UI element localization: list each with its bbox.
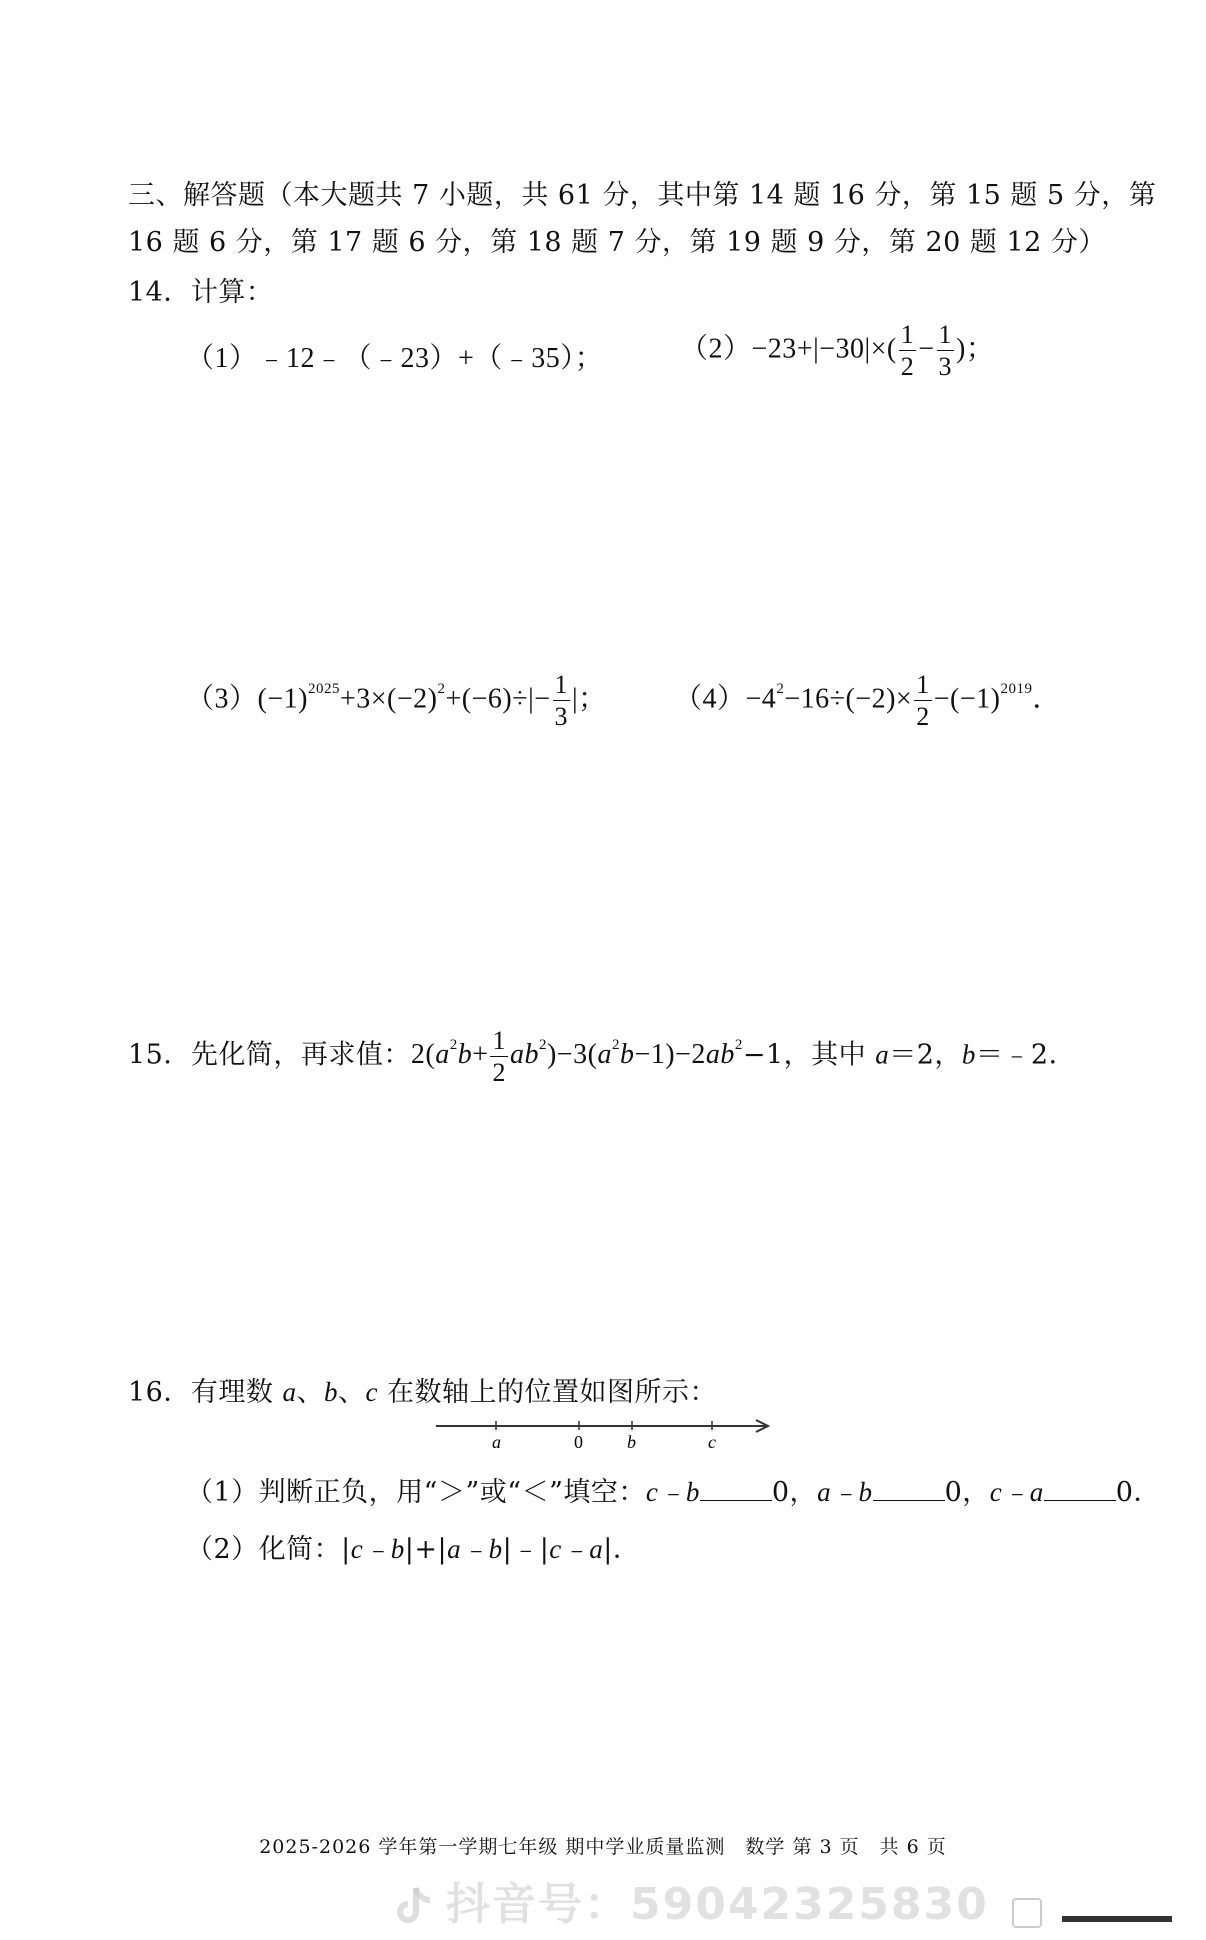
douyin-logo-icon bbox=[390, 1884, 436, 1930]
fraction-half: $\frac{1}{2}$ bbox=[492, 1026, 506, 1087]
section-header-line2: 16 题 6 分，第 17 题 6 分，第 18 题 7 分，第 19 题 9 分，第 20 题 12 分） bbox=[128, 227, 1106, 258]
menu-bar-icon[interactable] bbox=[1062, 1916, 1172, 1922]
q14-part4: $(4)-4^2-16\div(-2)\times$ $\frac{1}{2}$ $-(-1)^{2019}$． bbox=[674, 670, 1061, 731]
q14-part2: （2）−23+|−30|×( $\frac{1}{2}$ − $\frac{1}{3}$ )； bbox=[680, 320, 995, 381]
expand-icon[interactable] bbox=[1012, 1898, 1042, 1928]
q14-p2-label: （2） bbox=[680, 333, 752, 365]
fraction-third: $\frac{1}{3}$ bbox=[554, 670, 568, 731]
q14-p4-label: （4） bbox=[674, 683, 746, 715]
page-footer: 2025-2026 学年第一学期七年级 期中学业质量监测 数学 第 3 页 共 6 页 bbox=[259, 1836, 947, 1858]
q14-title: 14．计算： bbox=[128, 277, 274, 308]
label-a: a bbox=[492, 1432, 501, 1452]
expr-c-minus-b: c﹣b bbox=[645, 1477, 700, 1507]
q14-p3-label: （3） bbox=[186, 683, 258, 715]
q14-p1-label: （1） bbox=[186, 343, 258, 374]
q15: 15．先化简，再求值：$2(a^2b+$ $\frac{1}{2}$ $ab^2)-3(a^2b-1)-2ab^2-1$，其中 a＝2，b＝﹣2． bbox=[128, 1026, 1077, 1087]
q16-title: 16．有理数 a、b、c 在数轴上的位置如图所示： bbox=[128, 1377, 718, 1408]
q16-part2: （2）化简：|c﹣b|+|a﹣b|﹣|c﹣a|． bbox=[186, 1534, 641, 1565]
section-header-line1: 三、解答题（本大题共 7 小题，共 61 分，其中第 14 题 16 分，第 15 题 5 分，第 bbox=[128, 180, 1157, 211]
q14-part1 bbox=[186, 336, 603, 376]
q15-title: 15．先化简，再求值： bbox=[128, 1039, 411, 1071]
label-b: b bbox=[627, 1432, 636, 1452]
blank-2[interactable] bbox=[873, 1478, 945, 1501]
fraction-third: $\frac{1}{3}$ bbox=[938, 320, 953, 381]
q16-part1: （1）判断正负，用“＞”或“＜”填空：c﹣b 0，a﹣b 0，c﹣a 0． bbox=[186, 1477, 1161, 1508]
blank-3[interactable] bbox=[1044, 1478, 1116, 1501]
q14-part3: $(3)(-1)^{2025}+3\times(-2)^2+(-6)\div|-$ $\frac{1}{3}$ |； bbox=[186, 670, 607, 731]
blank-1[interactable] bbox=[700, 1478, 772, 1501]
label-0: 0 bbox=[574, 1432, 583, 1452]
q14-p1-expr: ﹣12﹣（﹣23）+（﹣35）； bbox=[257, 343, 604, 374]
expr-a-minus-b: a﹣b bbox=[817, 1477, 873, 1507]
expr-c-minus-a: c﹣a bbox=[989, 1477, 1044, 1507]
label-c: c bbox=[708, 1432, 716, 1452]
number-line-diagram bbox=[436, 1418, 776, 1458]
q14-p2-b: )； bbox=[956, 333, 995, 365]
douyin-watermark: 抖音号：59042325830 bbox=[390, 1868, 989, 1932]
q14-p2-a: −23+|−30|×( bbox=[751, 333, 897, 365]
fraction-half: $\frac{1}{2}$ bbox=[916, 670, 930, 731]
fraction-half: $\frac{1}{2}$ bbox=[900, 320, 915, 381]
